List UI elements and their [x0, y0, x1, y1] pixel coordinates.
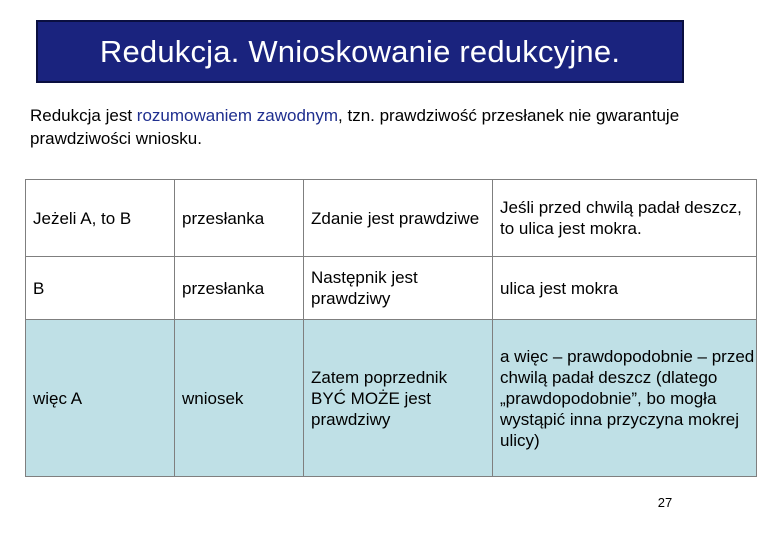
intro-text-start: Redukcja jest [30, 106, 137, 125]
table-row-conclusion [26, 320, 757, 477]
page-number: 27 [657, 495, 673, 510]
intro-paragraph [30, 104, 700, 150]
reduction-table [25, 179, 757, 477]
example-cell: ulica jest mokra [493, 257, 757, 320]
statement-cell: Zdanie jest prawdziwe [304, 180, 493, 257]
statement-cell: Następnik jest prawdziwy [304, 257, 493, 320]
role-cell: wniosek [175, 320, 304, 477]
statement-cell: Zatem poprzednik BYĆ MOŻE jest prawdziwy [304, 320, 493, 477]
example-cell: a więc – prawdopodobnie – przed chwilą padał deszcz (dlatego „prawdopodobnie”, bo mogła wystąpić inna przyczyna mokrej ulicy) [493, 320, 757, 477]
form-cell: B [26, 257, 175, 320]
slide-title: Redukcja. Wnioskowanie redukcyjne. [99, 33, 621, 69]
title-bar [36, 20, 684, 83]
table-row [26, 180, 757, 257]
role-cell: przesłanka [175, 257, 304, 320]
intro-text-end: , tzn. prawdziwość przesłanek nie gwarantuje prawdziwości wniosku. [30, 106, 680, 148]
table-row [26, 257, 757, 320]
form-cell: więc A [26, 320, 175, 477]
form-cell: Jeżeli A, to B [26, 180, 175, 257]
example-cell: Jeśli przed chwilą padał deszcz, to ulica jest mokra. [493, 180, 757, 257]
role-cell: przesłanka [175, 180, 304, 257]
intro-highlight: rozumowaniem zawodnym [136, 106, 339, 125]
